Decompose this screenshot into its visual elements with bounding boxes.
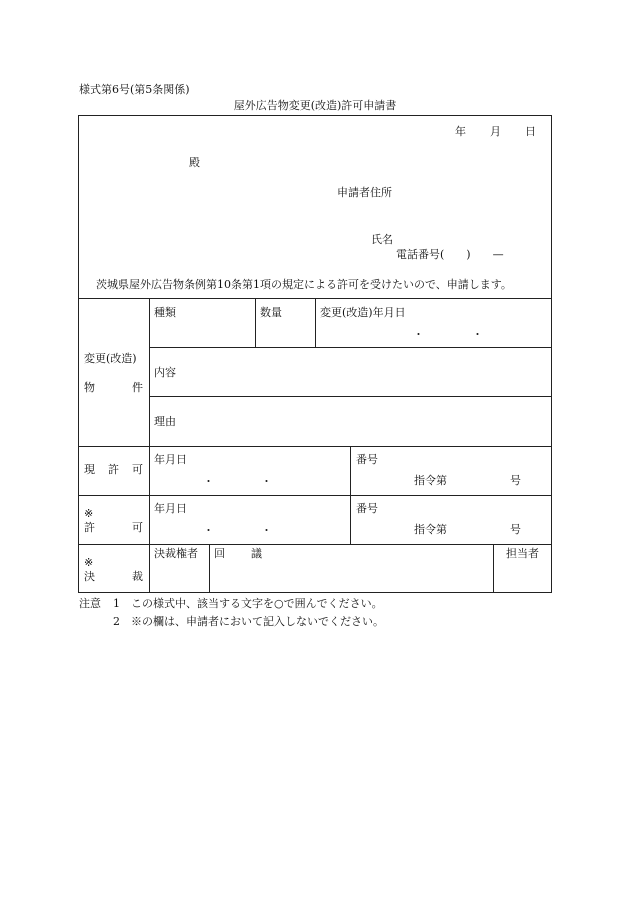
permit-date-dot-2: ・ xyxy=(261,524,272,537)
permit-directive-suffix: 号 xyxy=(510,523,521,536)
type-label: 種類 xyxy=(154,306,176,319)
decision-label-b: 裁 xyxy=(132,570,143,583)
page-title: 屋外広告物変更(改造)許可申請書 xyxy=(233,99,397,112)
applicant-address-label: 申請者住所 xyxy=(337,186,392,199)
change-date-dot-1: ・ xyxy=(413,328,424,341)
current-permit-label-a: 現 xyxy=(84,463,95,476)
permit-number-label: 番号 xyxy=(356,502,378,515)
current-permit-directive-suffix: 号 xyxy=(510,474,521,487)
current-permit-number-label: 番号 xyxy=(356,453,378,466)
permit-directive-prefix: 指令第 xyxy=(414,523,447,536)
change-date-dot-2: ・ xyxy=(472,328,483,341)
object-label-line1: 変更(改造) xyxy=(84,352,137,365)
application-form xyxy=(78,115,552,593)
date-month-label: 月 xyxy=(490,125,501,138)
object-label-char2: 件 xyxy=(132,381,143,394)
decision-label-a: 決 xyxy=(84,570,95,583)
permit-label-b: 可 xyxy=(132,521,143,534)
permit-mark: ※ xyxy=(84,507,94,520)
permit-label-a: 許 xyxy=(84,521,95,534)
current-permit-directive-prefix: 指令第 xyxy=(414,474,447,487)
note-1-text: この様式中、該当する文字を○で囲んでください。 xyxy=(131,597,383,610)
addressee-honorific: 殿 xyxy=(189,156,200,169)
applicant-name-label: 氏名 xyxy=(371,233,393,246)
circulation-label-b: 議 xyxy=(251,547,262,560)
note-2-number: 2 xyxy=(113,615,120,628)
form-number: 様式第6号(第5条関係) xyxy=(79,83,190,96)
date-day-label: 日 xyxy=(525,125,536,138)
date-year-label: 年 xyxy=(455,125,466,138)
phone-number-label: 電話番号( ) — xyxy=(396,248,504,261)
permit-date-dot-1: ・ xyxy=(203,524,214,537)
current-permit-date-dot-2: ・ xyxy=(261,475,272,488)
notes-heading: 注意 xyxy=(79,597,101,610)
permit-date-label: 年月日 xyxy=(154,502,187,515)
decision-mark: ※ xyxy=(84,556,94,569)
quantity-label: 数量 xyxy=(260,306,282,319)
current-permit-date-label: 年月日 xyxy=(154,453,187,466)
current-permit-date-dot-1: ・ xyxy=(203,475,214,488)
note-1-number: 1 xyxy=(113,597,120,610)
circulation-label-a: 回 xyxy=(214,547,225,560)
content-label: 内容 xyxy=(154,366,176,379)
change-date-label: 変更(改造)年月日 xyxy=(320,306,406,319)
object-label-char1: 物 xyxy=(84,381,95,394)
note-2-text: ※の欄は、申請者において記入しないでください。 xyxy=(131,615,384,628)
application-statement: 茨城県屋外広告物条例第10条第1項の規定による許可を受けたいので、申請します。 xyxy=(96,278,512,291)
current-permit-label-b: 許 xyxy=(108,463,119,476)
decision-authority-label: 決裁権者 xyxy=(154,547,198,560)
current-permit-label-c: 可 xyxy=(132,463,143,476)
reason-label: 理由 xyxy=(154,415,176,428)
person-in-charge-label: 担当者 xyxy=(506,547,539,560)
